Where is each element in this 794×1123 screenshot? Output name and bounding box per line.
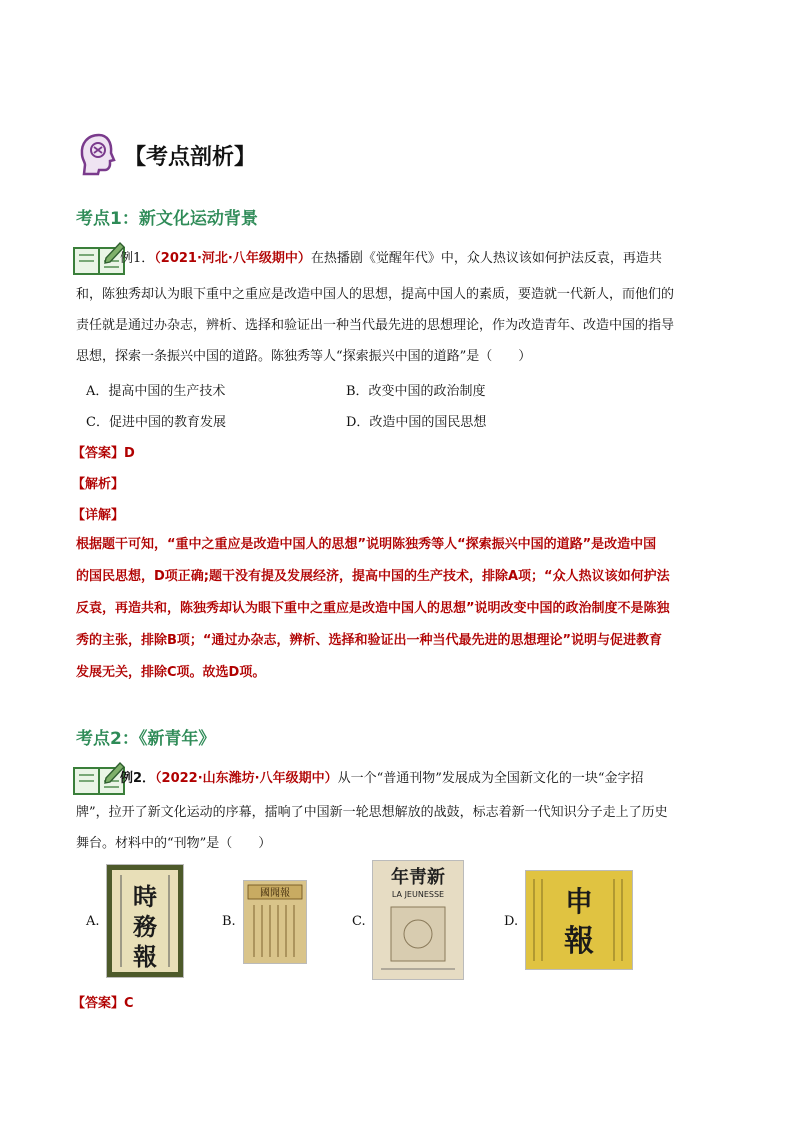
q1-text-1: 在热播剧《觉醒年代》中，众人热议该如何护法反袁，再造共 bbox=[310, 251, 662, 266]
q1-detail-line-3: 反袁，再造共和，陈独秀却认为眼下重中之重应是改造中国人的思想”说明改变中国的政治制度不是陈独 bbox=[76, 601, 670, 616]
newspaper-shenbao-image bbox=[525, 870, 633, 970]
kp1-title: 考点1：新文化运动背景 bbox=[76, 209, 258, 229]
q2-line-2: 牌”，拉开了新文化运动的序幕，擂响了中国新一轮思想解放的战鼓，标志着新一代知识分子走上了历史 bbox=[76, 805, 668, 820]
section-header bbox=[76, 130, 256, 180]
shiwubao-char-1: 時 bbox=[133, 882, 157, 911]
q1-detail-line-1: 根据题干可知，“重中之重应是改造中国人的思想”说明陈独秀等人“探索振兴中国的道路”是改造中国 bbox=[76, 537, 657, 552]
q1-option-d: D．改造中国的国民思想 bbox=[346, 415, 487, 430]
q2-option-a-label: A. bbox=[86, 914, 100, 929]
q2-text-1: 从一个“普通刊物”发展成为全国新文化的一块“金字招 bbox=[337, 771, 644, 786]
shenbao-char-2: 報 bbox=[564, 924, 594, 959]
xinqingnian-subtitle: LA JEUNESSE bbox=[391, 890, 445, 899]
q2-line-3: 舞台。材料中的“刊物”是（ ） bbox=[76, 836, 272, 851]
q1-detail-label: 【详解】 bbox=[72, 508, 125, 523]
xinqingnian-title: 年靑新 bbox=[391, 867, 445, 888]
brain-head-icon bbox=[76, 132, 122, 178]
q1-line-2: 和，陈独秀却认为眼下重中之重应是改造中国人的思想，提高中国人的素质，要造就一代新人，而他们的 bbox=[76, 287, 675, 302]
newspaper-guowenbao-image bbox=[243, 880, 307, 964]
kp2-title: 考点2：《新青年》 bbox=[76, 729, 216, 749]
q1-source: （2021·河北·八年级期中） bbox=[154, 251, 311, 266]
q1-answer: 【答案】D bbox=[72, 446, 135, 461]
q2-answer: 【答案】C bbox=[72, 996, 134, 1011]
q1-line-1 bbox=[120, 244, 730, 274]
shenbao-char-1: 申 bbox=[564, 885, 594, 918]
q2-option-d-label: D. bbox=[504, 914, 519, 929]
q1-number: 例1． bbox=[120, 251, 155, 266]
q1-detail-line-5: 发展无关，排除C项。故选D项。 bbox=[76, 665, 266, 680]
q2-option-b-label: B. bbox=[222, 914, 236, 929]
shiwubao-char-3: 報 bbox=[133, 942, 157, 971]
q1-option-b: B．改变中国的政治制度 bbox=[346, 384, 486, 399]
q1-option-c: C．促进中国的教育发展 bbox=[86, 415, 226, 430]
q2-line-1 bbox=[120, 764, 730, 794]
q2-source: （2022·山东潍坊·八年级期中） bbox=[155, 771, 338, 786]
magazine-xinqingnian-image bbox=[372, 860, 464, 980]
q1-option-a: A．提高中国的生产技术 bbox=[86, 384, 226, 399]
q1-line-3: 责任就是通过办杂志，辨析、选择和验证出一种当代最先进的思想理论，作为改造青年、改造中国的指导 bbox=[76, 318, 675, 333]
q2-option-c-label: C. bbox=[352, 914, 366, 929]
q1-line-4: 思想，探索一条振兴中国的道路。陈独秀等人“探索振兴中国的道路”是（ ） bbox=[76, 349, 532, 364]
q1-detail-line-4: 秀的主张，排除B项；“通过办杂志，辨析、选择和验证出一种当代最先进的思想理论”说明与促进教育 bbox=[76, 633, 662, 648]
shiwubao-char-2: 務 bbox=[133, 912, 157, 941]
q1-detail-line-2: 的国民思想，D项正确;题干没有提及发展经济，提高中国的生产技术，排除A项；“众人热议该如何护法 bbox=[76, 569, 670, 584]
section-title: 【考点剖析】 bbox=[124, 144, 257, 170]
guowenbao-title: 國聞報 bbox=[260, 888, 290, 899]
q1-analysis-label: 【解析】 bbox=[72, 477, 125, 492]
q2-number: 例2． bbox=[120, 771, 156, 786]
newspaper-shiwubao-image bbox=[106, 864, 184, 978]
